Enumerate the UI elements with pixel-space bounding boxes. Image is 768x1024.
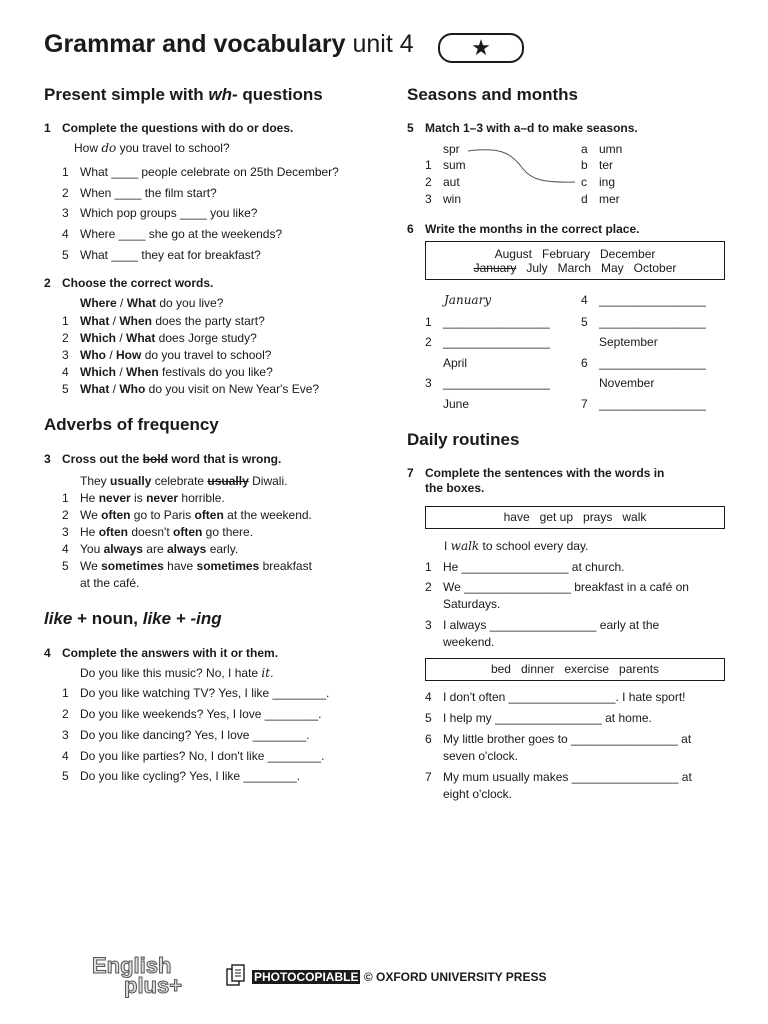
question-row: 3 Who / How do you travel to school? <box>62 348 272 362</box>
logo-text-plus: plus <box>124 973 170 998</box>
item-number: 3 <box>425 376 432 390</box>
sentence-text: go there. <box>202 525 254 539</box>
sentence-cont: seven o'clock. <box>443 749 518 763</box>
question-row <box>62 686 329 700</box>
choice-word: Who <box>80 348 106 362</box>
item-number: 1 <box>62 686 69 700</box>
sentence-text: are <box>142 542 167 556</box>
words-box-2: bed dinner exercise parents <box>425 658 725 681</box>
match-left-row <box>425 192 461 206</box>
question-text: When ____ the film start? <box>80 186 217 200</box>
word-part: win <box>443 192 462 206</box>
heading-part: Present simple with <box>44 85 209 104</box>
match-right-row <box>581 192 620 206</box>
ex1-instruction <box>44 121 293 135</box>
question-text: Do you like parties? No, I don't like ________. <box>80 749 325 763</box>
crossed-word: usually <box>207 474 249 488</box>
example-answer: walk <box>450 539 480 553</box>
item-number: 2 <box>62 508 69 522</box>
heading-part: + -ing <box>171 609 222 628</box>
item-number: 3 <box>62 348 69 362</box>
match-left-row <box>425 175 460 189</box>
heading-like <box>44 609 222 629</box>
sentence-text: festivals do you like? <box>158 365 273 379</box>
word-part: spr <box>443 142 460 156</box>
heading-adverbs: Adverbs of frequency <box>44 415 219 434</box>
example-text: How <box>74 141 102 155</box>
adverb-word: often <box>101 508 131 522</box>
months-line: August February December <box>494 247 656 261</box>
month-value: April <box>443 356 468 370</box>
sentence-text: have <box>163 559 197 573</box>
item-number: 4 <box>62 227 69 241</box>
logo-text: English <box>92 953 172 978</box>
item-number: 3 <box>425 192 432 206</box>
sentence-text: We ________________ breakfast in a café on <box>443 580 689 594</box>
example-answer: do <box>101 141 117 155</box>
sentence-row <box>62 542 238 556</box>
month-slot <box>425 356 467 370</box>
crossed-month: January <box>473 261 517 275</box>
item-number: 1 <box>62 314 69 328</box>
adverb-word: never <box>146 491 179 505</box>
item-number: 2 <box>62 186 69 200</box>
ex3-item5-cont: at the café. <box>80 576 140 590</box>
sentence-cont: Saturdays. <box>443 597 501 611</box>
sentence-text: I don't often ________________. I hate sport! <box>443 690 686 704</box>
ex1-example <box>74 141 230 155</box>
item-number: 4 <box>425 690 432 704</box>
sentence-text: He ________________ at church. <box>443 560 625 574</box>
sentence-text: He <box>80 525 99 539</box>
adverb-word: often <box>173 525 203 539</box>
choice-word: What <box>80 382 110 396</box>
match-right-row <box>581 158 613 172</box>
choice-word: Which <box>80 331 116 345</box>
item-number: 5 <box>581 315 588 329</box>
item-number: 3 <box>62 525 69 539</box>
month-slot <box>581 335 658 349</box>
word-part: umn <box>599 142 623 156</box>
item-number: 2 <box>425 175 432 189</box>
ex4-example <box>80 666 273 680</box>
sentence-text: is <box>130 491 147 505</box>
sentence-cont: eight o'clock. <box>443 787 512 801</box>
instruction-text: Write the months in the correct place. <box>425 222 640 236</box>
sentence-text: doesn't <box>128 525 174 539</box>
star-level-badge <box>438 33 524 63</box>
month-value: ________________ <box>599 356 706 370</box>
question-text: Do you like weekends? Yes, I love ________. <box>80 707 322 721</box>
item-number: 4 <box>62 542 69 556</box>
month-slot <box>425 376 550 390</box>
sentence-text: You <box>80 542 104 556</box>
footer-copyright <box>252 970 546 984</box>
instruction-text: bold <box>142 452 168 466</box>
match-right-row <box>581 142 622 156</box>
question-text: Do you like watching TV? Yes, I like ________. <box>80 686 330 700</box>
item-number: 5 <box>62 769 69 783</box>
sentence-text: does the party start? <box>152 314 265 328</box>
exercise-number: 5 <box>407 121 414 135</box>
unit-label: unit 4 <box>352 30 414 58</box>
sentence-text: We <box>80 559 102 573</box>
sentence-text: My mum usually makes ________________ at <box>443 770 692 784</box>
month-slot <box>581 315 706 329</box>
photocopiable-label: PHOTOCOPIABLE <box>254 970 359 984</box>
exercise-number: 7 <box>407 466 414 480</box>
sentence-text: do you travel to school? <box>141 348 272 362</box>
sentence-text: Diwali. <box>248 474 288 488</box>
month-slot <box>581 356 706 370</box>
month-value: June <box>443 397 470 411</box>
example-text: to school every day. <box>479 539 589 553</box>
word-part: ing <box>599 175 616 189</box>
choice-word: How <box>116 348 142 362</box>
example-text: I <box>444 539 451 553</box>
sentence-row <box>425 559 624 576</box>
example-text: . <box>270 666 274 680</box>
item-number: 7 <box>425 770 432 784</box>
ex5-instruction <box>407 121 638 135</box>
word-part: aut <box>443 175 460 189</box>
english-plus-logo <box>92 953 183 998</box>
item-number: 4 <box>581 293 588 307</box>
star-icon: ★ <box>471 35 491 60</box>
match-right-row <box>581 175 615 189</box>
item-number: 5 <box>62 248 69 262</box>
month-slot <box>425 335 550 349</box>
question-row <box>62 749 324 763</box>
month-slot <box>581 397 706 411</box>
words-box-1: have get up prays walk <box>425 506 725 529</box>
choice-word: What <box>80 314 110 328</box>
month-value: ________________ <box>599 397 706 411</box>
ex3-example <box>80 474 287 488</box>
ex7-example <box>444 539 588 553</box>
question-row <box>62 165 339 179</box>
sentence-row <box>425 710 652 727</box>
example-text: you travel to school? <box>116 141 230 155</box>
question-row <box>62 769 300 783</box>
heading-present-simple <box>44 85 323 105</box>
question-row: 1 What / When does the party start? <box>62 314 265 328</box>
month-value: ________________ <box>599 293 706 307</box>
question-row <box>62 186 217 200</box>
item-number: 1 <box>62 165 69 179</box>
copyright-text: © OXFORD UNIVERSITY PRESS <box>363 970 547 984</box>
instruction-text: Complete the answers with it or them. <box>62 646 279 660</box>
choice-word: Who <box>119 382 146 396</box>
sentence-text: He <box>80 491 99 505</box>
choice-word: What <box>126 331 156 345</box>
adverb-word: often <box>194 508 224 522</box>
exercise-number: 3 <box>44 452 51 466</box>
sentence-row <box>62 491 225 505</box>
sentence-text: at the weekend. <box>223 508 312 522</box>
sentence-text: breakfast <box>259 559 312 573</box>
logo-text: plus+ <box>124 973 183 998</box>
sentence-cont: weekend. <box>443 635 495 649</box>
heading-part: questions <box>237 85 323 104</box>
match-line-path <box>468 150 575 182</box>
word-part: ter <box>599 158 614 172</box>
adverb-word: usually <box>110 474 152 488</box>
question-text: What ____ they eat for breakfast? <box>80 248 261 262</box>
instruction-text: Cross out the <box>62 452 143 466</box>
choice-word: Which <box>80 365 116 379</box>
sentence-text: I always ________________ early at the <box>443 618 660 632</box>
month-slot <box>581 376 654 390</box>
months-box <box>425 241 725 280</box>
question-text: What ____ people celebrate on 25th December? <box>80 165 339 179</box>
month-slot <box>581 293 706 307</box>
choice-word: What <box>126 296 157 310</box>
sentence-text: do you visit on New Year's Eve? <box>145 382 320 396</box>
item-number: 6 <box>425 732 432 746</box>
instruction-text: word that is wrong. <box>168 452 282 466</box>
exercise-number: 2 <box>44 276 51 290</box>
item-number: 1 <box>425 560 432 574</box>
item-number: 1 <box>62 491 69 505</box>
heading-part: wh- <box>208 85 238 104</box>
choice-word: When <box>126 365 159 379</box>
question-text: Where ____ she go at the weekends? <box>80 227 283 241</box>
item-letter: d <box>581 192 588 206</box>
sentence-text: early. <box>206 542 239 556</box>
sentence-text: My little brother goes to ________________ at <box>443 732 692 746</box>
question-row <box>62 206 257 220</box>
item-letter: c <box>581 175 587 189</box>
question-row: 5 What / Who do you visit on New Year's Eve? <box>62 382 320 396</box>
sentence-row <box>62 508 312 522</box>
month-value: September <box>599 335 658 349</box>
ex4-instruction <box>44 646 278 660</box>
sentence-row <box>425 617 659 651</box>
heading-part: + noun, <box>72 609 143 628</box>
match-left-row <box>425 142 460 156</box>
choice-word: When <box>119 314 153 328</box>
photocopy-icon <box>226 964 246 988</box>
instruction-text: Complete the questions with do or does. <box>62 121 294 135</box>
heading-seasons: Seasons and months <box>407 85 578 104</box>
page-title <box>44 30 414 59</box>
ex2-instruction <box>44 276 213 290</box>
sentence-row <box>425 579 689 613</box>
item-letter: a <box>581 142 588 156</box>
month-value: ________________ <box>443 376 550 390</box>
question-text: Do you like dancing? Yes, I love ________. <box>80 728 310 742</box>
exercise-number: 6 <box>407 222 414 236</box>
sentence-row <box>425 689 686 706</box>
sentence-text: I help my ________________ at home. <box>443 711 652 725</box>
item-number: 5 <box>62 559 69 573</box>
adverb-word: sometimes <box>196 559 260 573</box>
sentence-row <box>425 769 692 803</box>
word-part: sum <box>443 158 466 172</box>
question-row <box>62 707 322 721</box>
item-number: 6 <box>581 356 588 370</box>
item-number: 3 <box>425 618 432 632</box>
sentence-text: do you live? <box>156 296 224 310</box>
heading-daily-routines: Daily routines <box>407 430 520 449</box>
instruction-text: Match 1–3 with a–d to make seasons. <box>425 121 638 135</box>
sentence-text: We <box>80 508 102 522</box>
sentence-row <box>62 525 253 539</box>
ex6-instruction <box>407 222 640 236</box>
item-number: 3 <box>62 206 69 220</box>
item-number: 7 <box>581 397 588 411</box>
item-letter: b <box>581 158 588 172</box>
month-slot <box>425 397 469 411</box>
question-text: Which pop groups ____ you like? <box>80 206 258 220</box>
instruction-text: Choose the correct words. <box>62 276 214 290</box>
item-number: 1 <box>425 158 432 172</box>
word-part: mer <box>599 192 620 206</box>
match-line <box>460 145 580 190</box>
sentence-text: celebrate <box>151 474 208 488</box>
heading-part: like <box>44 609 73 628</box>
month-value: ________________ <box>443 335 550 349</box>
question-row: 2 Which / What does Jorge study? <box>62 331 257 345</box>
sentence-row <box>425 731 691 765</box>
months-line <box>426 261 724 275</box>
item-number: 1 <box>425 315 432 329</box>
item-number: 2 <box>62 707 69 721</box>
month-slot <box>425 315 550 329</box>
sentence-text: They <box>80 474 111 488</box>
exercise-number: 1 <box>44 121 51 135</box>
exercise-number: 4 <box>44 646 51 660</box>
month-value: ________________ <box>599 315 706 329</box>
adverb-word: always <box>103 542 143 556</box>
ex3-instruction <box>44 452 281 466</box>
ex2-example: Where / What do you live? <box>80 296 224 310</box>
item-number: 2 <box>425 580 432 594</box>
title-text: Grammar and vocabulary <box>44 30 346 58</box>
question-row: 4 Which / When festivals do you like? <box>62 365 273 379</box>
question-row <box>62 248 261 262</box>
month-value: ________________ <box>443 315 550 329</box>
item-number: 2 <box>62 331 69 345</box>
question-text: Do you like cycling? Yes, I like ________. <box>80 769 301 783</box>
item-number: 5 <box>62 382 69 396</box>
example-text: Do you like this music? No, I hate <box>80 666 262 680</box>
item-number: 5 <box>425 711 432 725</box>
choice-word: Where <box>80 296 117 310</box>
sentence-text: does Jorge study? <box>155 331 257 345</box>
adverb-word: never <box>98 491 131 505</box>
item-number: 2 <box>425 335 432 349</box>
sentence-row <box>62 559 312 573</box>
instruction-text: the boxes. <box>425 481 485 495</box>
item-number: 4 <box>62 749 69 763</box>
example-answer: it <box>261 666 271 680</box>
adverb-word: always <box>166 542 207 556</box>
question-row <box>62 728 310 742</box>
ex6-example: January <box>444 293 492 307</box>
adverb-word: often <box>98 525 129 539</box>
ex7-instruction <box>407 466 664 496</box>
heading-part: like <box>142 609 172 628</box>
month-value: November <box>599 376 655 390</box>
item-number: 3 <box>62 728 69 742</box>
item-number: 4 <box>62 365 69 379</box>
adverb-word: sometimes <box>101 559 164 573</box>
sentence-text: horrible. <box>178 491 225 505</box>
months-text: July March May October <box>516 261 677 275</box>
instruction-text: Complete the sentences with the words in <box>425 466 665 480</box>
question-row <box>62 227 282 241</box>
sentence-text: go to Paris <box>130 508 195 522</box>
